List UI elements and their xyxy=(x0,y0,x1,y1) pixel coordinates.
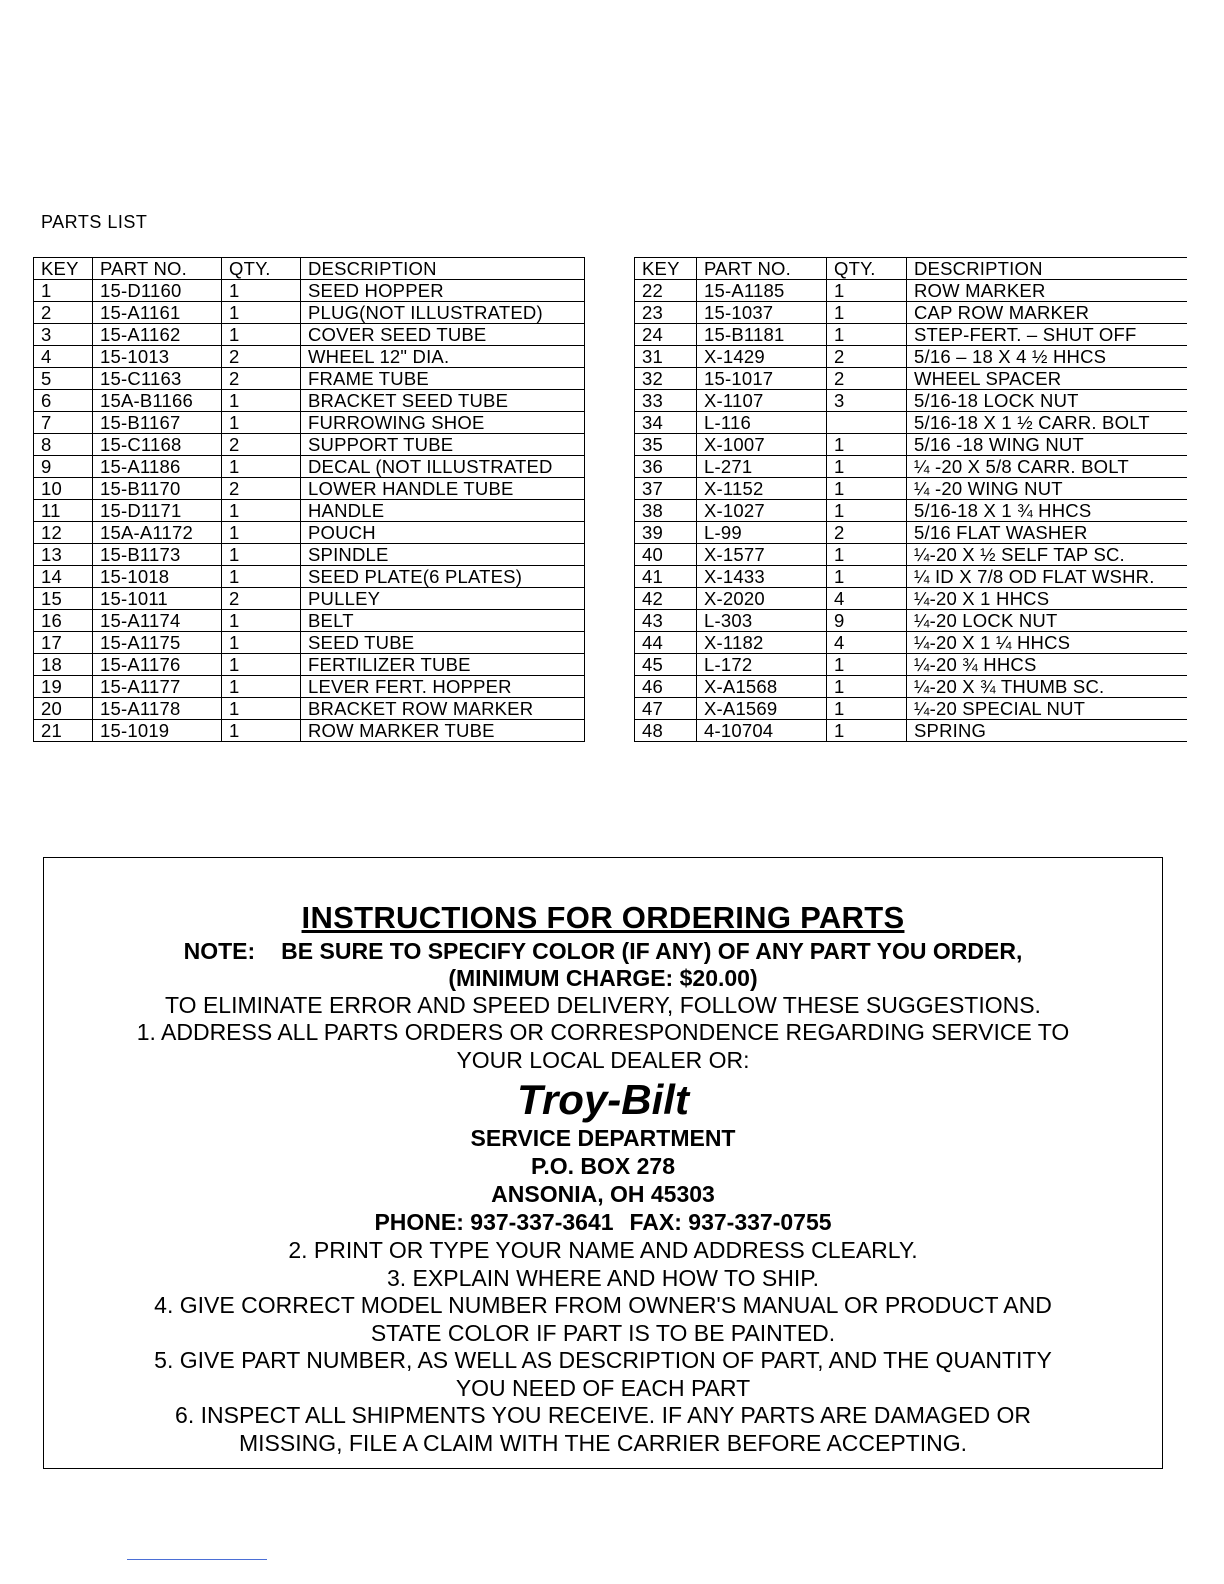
note-text: BE SURE TO SPECIFY COLOR (IF ANY) OF ANY PART YOU ORDER, xyxy=(281,938,1023,964)
cell-key: 31 xyxy=(635,346,697,368)
table-row xyxy=(34,346,585,368)
cell-part-no: 15-A1177 xyxy=(93,676,222,698)
cell-description: BELT xyxy=(301,610,585,632)
cell-key: 35 xyxy=(635,434,697,456)
cell-key: 16 xyxy=(34,610,93,632)
cell-description: 5/16 FLAT WASHER xyxy=(907,522,1187,544)
cell-part-no: 15-B1181 xyxy=(697,324,827,346)
cell-key: 36 xyxy=(635,456,697,478)
cell-key: 2 xyxy=(34,302,93,324)
cell-key: 20 xyxy=(34,698,93,720)
cell-part-no: 15-A1185 xyxy=(697,280,827,302)
cell-key: 3 xyxy=(34,324,93,346)
ordering-heading: INSTRUCTIONS FOR ORDERING PARTS xyxy=(301,900,905,935)
cell-part-no: X-A1569 xyxy=(697,698,827,720)
table-row xyxy=(34,522,585,544)
cell-qty: 1 xyxy=(222,500,301,522)
cell-description: ¼ ID X 7/8 OD FLAT WSHR. xyxy=(907,566,1187,588)
cell-key: 40 xyxy=(635,544,697,566)
step-4 xyxy=(44,1292,1162,1347)
step-1 xyxy=(44,1019,1162,1074)
cell-key: 42 xyxy=(635,588,697,610)
cell-description: SUPPORT TUBE xyxy=(301,434,585,456)
cell-description: ¼-20 X ¾ THUMB SC. xyxy=(907,676,1187,698)
cell-key: 33 xyxy=(635,390,697,412)
cell-qty: 1 xyxy=(222,676,301,698)
cell-qty: 1 xyxy=(222,610,301,632)
step-4-line-2: STATE COLOR IF PART IS TO BE PAINTED. xyxy=(370,1319,836,1346)
cell-qty: 1 xyxy=(827,500,907,522)
table-row xyxy=(34,302,585,324)
parts-table-left xyxy=(33,257,585,742)
po-box: P.O. BOX 278 xyxy=(530,1153,676,1179)
cell-part-no: 4-10704 xyxy=(697,720,827,742)
cell-description: BRACKET SEED TUBE xyxy=(301,390,585,412)
cell-part-no: 15-C1163 xyxy=(93,368,222,390)
table-row xyxy=(635,500,1187,522)
contact-numbers xyxy=(44,1208,1162,1237)
table-row xyxy=(635,280,1187,302)
cell-qty: 1 xyxy=(827,654,907,676)
cell-description: SPINDLE xyxy=(301,544,585,566)
cell-qty: 1 xyxy=(827,544,907,566)
cell-qty: 1 xyxy=(827,434,907,456)
table-row xyxy=(34,500,585,522)
parts-table-right xyxy=(634,257,1187,742)
table-row xyxy=(34,654,585,676)
cell-description: ¼-20 LOCK NUT xyxy=(907,610,1187,632)
cell-key: 48 xyxy=(635,720,697,742)
cell-part-no: L-99 xyxy=(697,522,827,544)
cell-part-no: 15-A1162 xyxy=(93,324,222,346)
cell-key: 13 xyxy=(34,544,93,566)
table-row xyxy=(635,522,1187,544)
cell-qty: 1 xyxy=(222,698,301,720)
table-row xyxy=(635,720,1187,742)
table-row xyxy=(635,632,1187,654)
cell-description: LOWER HANDLE TUBE xyxy=(301,478,585,500)
table-row xyxy=(635,654,1187,676)
cell-part-no: 15A-A1172 xyxy=(93,522,222,544)
step-2: 2. PRINT OR TYPE YOUR NAME AND ADDRESS CLEARLY. xyxy=(288,1237,918,1263)
cell-qty: 1 xyxy=(222,654,301,676)
cell-part-no: X-A1568 xyxy=(697,676,827,698)
cell-qty: 1 xyxy=(222,412,301,434)
cell-part-no: 15-1011 xyxy=(93,588,222,610)
col-key-header: KEY xyxy=(635,258,697,280)
cell-part-no: 15-1018 xyxy=(93,566,222,588)
cell-part-no: 15-B1167 xyxy=(93,412,222,434)
cell-description: WHEEL 12" DIA. xyxy=(301,346,585,368)
cell-part-no: L-271 xyxy=(697,456,827,478)
cell-qty: 1 xyxy=(827,302,907,324)
cell-description: ¼-20 X 1 HHCS xyxy=(907,588,1187,610)
table-row xyxy=(34,478,585,500)
table-row xyxy=(635,698,1187,720)
table-header-row xyxy=(34,258,585,280)
cell-qty: 1 xyxy=(222,302,301,324)
cell-part-no: 15-1013 xyxy=(93,346,222,368)
table-row xyxy=(34,698,585,720)
table-row xyxy=(34,412,585,434)
cell-key: 45 xyxy=(635,654,697,676)
table-row xyxy=(635,434,1187,456)
table-row xyxy=(635,566,1187,588)
cell-part-no: 15-1017 xyxy=(697,368,827,390)
cell-part-no: X-2020 xyxy=(697,588,827,610)
cell-qty: 2 xyxy=(827,522,907,544)
cell-description: ROW MARKER TUBE xyxy=(301,720,585,742)
cell-qty: 1 xyxy=(827,324,907,346)
phone-number: PHONE: 937-337-3641 xyxy=(374,1209,614,1235)
cell-part-no: X-1429 xyxy=(697,346,827,368)
cell-key: 47 xyxy=(635,698,697,720)
cell-qty: 3 xyxy=(827,390,907,412)
cell-qty: 2 xyxy=(827,368,907,390)
cell-part-no: 15-C1168 xyxy=(93,434,222,456)
cell-qty: 1 xyxy=(827,280,907,302)
cell-qty: 2 xyxy=(222,434,301,456)
cell-description: 5/16-18 X 1 ¾ HHCS xyxy=(907,500,1187,522)
cell-description: PULLEY xyxy=(301,588,585,610)
city-state-zip: ANSONIA, OH 45303 xyxy=(491,1181,715,1207)
cell-key: 34 xyxy=(635,412,697,434)
table-row xyxy=(34,676,585,698)
cell-key: 22 xyxy=(635,280,697,302)
cell-key: 44 xyxy=(635,632,697,654)
table-row xyxy=(34,456,585,478)
cell-key: 32 xyxy=(635,368,697,390)
cell-qty: 1 xyxy=(827,456,907,478)
col-description-header: DESCRIPTION xyxy=(301,258,585,280)
cell-key: 9 xyxy=(34,456,93,478)
cell-qty: 4 xyxy=(827,632,907,654)
cell-description: POUCH xyxy=(301,522,585,544)
cell-description: ¼ -20 WING NUT xyxy=(907,478,1187,500)
cell-qty: 2 xyxy=(222,368,301,390)
cell-description: SPRING xyxy=(907,720,1187,742)
cell-qty: 1 xyxy=(222,390,301,412)
cell-qty: 2 xyxy=(222,478,301,500)
cell-key: 17 xyxy=(34,632,93,654)
cell-description: LEVER FERT. HOPPER xyxy=(301,676,585,698)
cell-qty: 2 xyxy=(222,346,301,368)
step-5-line-2: YOU NEED OF EACH PART xyxy=(455,1374,751,1401)
ordering-intro: TO ELIMINATE ERROR AND SPEED DELIVERY, FOLLOW THESE SUGGESTIONS. xyxy=(165,992,1041,1018)
cell-description: ¼-20 X ½ SELF TAP SC. xyxy=(907,544,1187,566)
cell-description: SEED PLATE(6 PLATES) xyxy=(301,566,585,588)
cell-key: 23 xyxy=(635,302,697,324)
cell-description: FRAME TUBE xyxy=(301,368,585,390)
cell-part-no: X-1107 xyxy=(697,390,827,412)
cell-qty: 2 xyxy=(222,588,301,610)
cell-key: 14 xyxy=(34,566,93,588)
cell-key: 18 xyxy=(34,654,93,676)
cell-qty: 1 xyxy=(222,544,301,566)
cell-qty: 1 xyxy=(222,566,301,588)
cell-key: 37 xyxy=(635,478,697,500)
cell-qty: 1 xyxy=(827,676,907,698)
cell-key: 10 xyxy=(34,478,93,500)
cell-description: ¼-20 SPECIAL NUT xyxy=(907,698,1187,720)
cell-key: 12 xyxy=(34,522,93,544)
cell-key: 15 xyxy=(34,588,93,610)
table-row xyxy=(34,368,585,390)
cell-part-no: 15-B1173 xyxy=(93,544,222,566)
col-part-no-header: PART NO. xyxy=(93,258,222,280)
cell-description: CAP ROW MARKER xyxy=(907,302,1187,324)
cell-description: BRACKET ROW MARKER xyxy=(301,698,585,720)
cell-part-no: 15-A1186 xyxy=(93,456,222,478)
cell-qty: 1 xyxy=(222,522,301,544)
table-row xyxy=(34,280,585,302)
cell-key: 19 xyxy=(34,676,93,698)
cell-key: 6 xyxy=(34,390,93,412)
table-row xyxy=(34,544,585,566)
table-header-row xyxy=(635,258,1187,280)
cell-part-no: 15-A1176 xyxy=(93,654,222,676)
cell-part-no: X-1007 xyxy=(697,434,827,456)
minimum-charge: (MINIMUM CHARGE: $20.00) xyxy=(448,965,758,991)
table-row xyxy=(635,544,1187,566)
col-part-no-header: PART NO. xyxy=(697,258,827,280)
table-row xyxy=(635,346,1187,368)
cell-qty: 1 xyxy=(827,720,907,742)
cell-qty: 1 xyxy=(222,280,301,302)
cell-description: DECAL (NOT ILLUSTRATED xyxy=(301,456,585,478)
step-6-line-1: 6. INSPECT ALL SHIPMENTS YOU RECEIVE. IF ANY PARTS ARE DAMAGED OR xyxy=(175,1402,1031,1428)
page-footer-rule xyxy=(127,1559,267,1560)
table-row xyxy=(635,368,1187,390)
cell-part-no: 15-1019 xyxy=(93,720,222,742)
cell-key: 21 xyxy=(34,720,93,742)
col-qty-header: QTY. xyxy=(827,258,907,280)
cell-key: 4 xyxy=(34,346,93,368)
ordering-instructions-box xyxy=(43,857,1163,1469)
cell-description: 5/16 -18 WING NUT xyxy=(907,434,1187,456)
cell-key: 8 xyxy=(34,434,93,456)
step-1-line-2: YOUR LOCAL DEALER OR: xyxy=(456,1046,750,1073)
cell-part-no: X-1152 xyxy=(697,478,827,500)
cell-description: SEED TUBE xyxy=(301,632,585,654)
cell-qty: 1 xyxy=(222,632,301,654)
step-6 xyxy=(44,1402,1162,1457)
color-note xyxy=(44,938,1162,965)
table-row xyxy=(635,610,1187,632)
note-label: NOTE: xyxy=(183,938,256,964)
cell-qty: 1 xyxy=(827,698,907,720)
table-row xyxy=(34,324,585,346)
cell-description: FURROWING SHOE xyxy=(301,412,585,434)
table-row xyxy=(635,676,1187,698)
cell-description: PLUG(NOT ILLUSTRATED) xyxy=(301,302,585,324)
brand-logo-text: Troy-Bilt xyxy=(517,1076,689,1123)
table-row xyxy=(34,566,585,588)
cell-qty: 1 xyxy=(222,720,301,742)
table-row xyxy=(635,478,1187,500)
cell-part-no: 15A-B1166 xyxy=(93,390,222,412)
step-4-line-1: 4. GIVE CORRECT MODEL NUMBER FROM OWNER'S MANUAL OR PRODUCT AND xyxy=(154,1292,1052,1318)
table-row xyxy=(635,588,1187,610)
col-description-header: DESCRIPTION xyxy=(907,258,1187,280)
cell-part-no: L-116 xyxy=(697,412,827,434)
cell-part-no: 15-1037 xyxy=(697,302,827,324)
table-row xyxy=(635,412,1187,434)
cell-part-no: X-1577 xyxy=(697,544,827,566)
cell-part-no: L-172 xyxy=(697,654,827,676)
table-row xyxy=(635,456,1187,478)
parts-list-title: PARTS LIST xyxy=(41,212,148,232)
cell-key: 11 xyxy=(34,500,93,522)
cell-qty xyxy=(827,412,907,434)
step-5 xyxy=(44,1347,1162,1402)
cell-key: 46 xyxy=(635,676,697,698)
table-row xyxy=(635,324,1187,346)
table-row xyxy=(34,390,585,412)
cell-part-no: 15-A1178 xyxy=(93,698,222,720)
table-row xyxy=(34,610,585,632)
step-5-line-1: 5. GIVE PART NUMBER, AS WELL AS DESCRIPTION OF PART, AND THE QUANTITY xyxy=(154,1347,1052,1373)
cell-part-no: X-1433 xyxy=(697,566,827,588)
cell-key: 38 xyxy=(635,500,697,522)
cell-description: WHEEL SPACER xyxy=(907,368,1187,390)
col-key-header: KEY xyxy=(34,258,93,280)
cell-description: SEED HOPPER xyxy=(301,280,585,302)
cell-description: ¼-20 ¾ HHCS xyxy=(907,654,1187,676)
cell-key: 7 xyxy=(34,412,93,434)
cell-qty: 1 xyxy=(827,566,907,588)
cell-description: 5/16 – 18 X 4 ½ HHCS xyxy=(907,346,1187,368)
cell-part-no: 15-D1171 xyxy=(93,500,222,522)
cell-description: 5/16-18 X 1 ½ CARR. BOLT xyxy=(907,412,1187,434)
cell-description: ¼ -20 X 5/8 CARR. BOLT xyxy=(907,456,1187,478)
cell-description: COVER SEED TUBE xyxy=(301,324,585,346)
cell-key: 1 xyxy=(34,280,93,302)
fax-number: FAX: 937-337-0755 xyxy=(629,1209,832,1235)
cell-key: 39 xyxy=(635,522,697,544)
cell-qty: 1 xyxy=(827,478,907,500)
cell-description: 5/16-18 LOCK NUT xyxy=(907,390,1187,412)
step-3: 3. EXPLAIN WHERE AND HOW TO SHIP. xyxy=(386,1264,819,1291)
table-row xyxy=(635,390,1187,412)
table-row xyxy=(34,720,585,742)
table-row xyxy=(34,632,585,654)
cell-key: 43 xyxy=(635,610,697,632)
cell-description: FERTILIZER TUBE xyxy=(301,654,585,676)
table-row xyxy=(34,588,585,610)
cell-qty: 2 xyxy=(827,346,907,368)
service-department: SERVICE DEPARTMENT xyxy=(470,1125,736,1151)
cell-part-no: X-1027 xyxy=(697,500,827,522)
cell-part-no: 15-A1175 xyxy=(93,632,222,654)
cell-key: 24 xyxy=(635,324,697,346)
cell-key: 41 xyxy=(635,566,697,588)
step-1-line-1: 1. ADDRESS ALL PARTS ORDERS OR CORRESPONDENCE REGARDING SERVICE TO xyxy=(136,1019,1070,1045)
cell-description: STEP-FERT. – SHUT OFF xyxy=(907,324,1187,346)
cell-description: ROW MARKER xyxy=(907,280,1187,302)
cell-qty: 4 xyxy=(827,588,907,610)
cell-part-no: 15-B1170 xyxy=(93,478,222,500)
cell-qty: 1 xyxy=(222,324,301,346)
cell-qty: 1 xyxy=(222,456,301,478)
table-row xyxy=(34,434,585,456)
cell-description: HANDLE xyxy=(301,500,585,522)
cell-part-no: 15-A1174 xyxy=(93,610,222,632)
cell-part-no: 15-D1160 xyxy=(93,280,222,302)
cell-qty: 9 xyxy=(827,610,907,632)
step-6-line-2: MISSING, FILE A CLAIM WITH THE CARRIER BEFORE ACCEPTING. xyxy=(238,1429,968,1456)
cell-description: ¼-20 X 1 ¼ HHCS xyxy=(907,632,1187,654)
table-row xyxy=(635,302,1187,324)
cell-part-no: 15-A1161 xyxy=(93,302,222,324)
col-qty-header: QTY. xyxy=(222,258,301,280)
cell-part-no: X-1182 xyxy=(697,632,827,654)
cell-key: 5 xyxy=(34,368,93,390)
cell-part-no: L-303 xyxy=(697,610,827,632)
